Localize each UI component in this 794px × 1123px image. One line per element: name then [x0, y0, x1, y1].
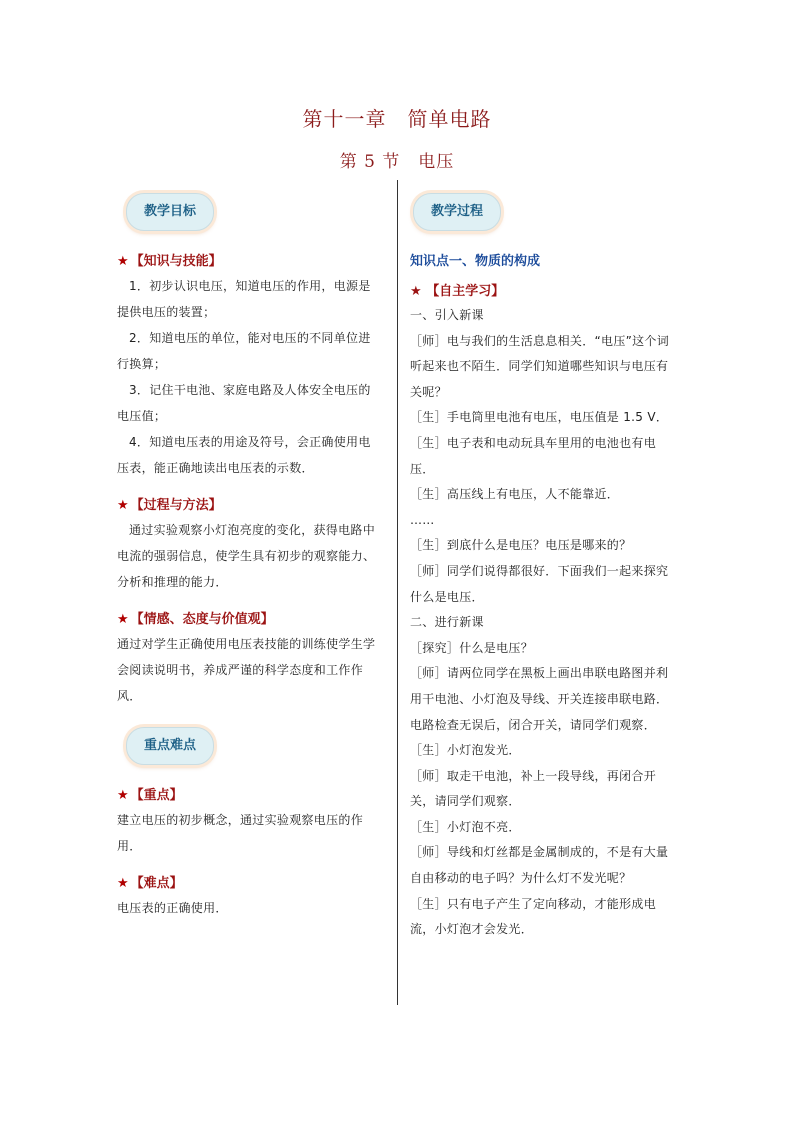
process-line: ［师］电与我们的生活息息相关．“电压”这个词听起来也不陌生．同学们知道哪些知识与电压有关呢？: [410, 333, 670, 399]
process-line: ……: [410, 512, 435, 527]
goal-item-2: 2．知道电压的单位，能对电压的不同单位进行换算；: [117, 331, 371, 371]
process-line: ［生］手电筒里电池有电压，电压值是 1.5 V．: [410, 410, 669, 425]
process-line: 一、引入新课: [410, 308, 484, 322]
star-icon: ★: [410, 284, 427, 299]
process-line: ［师］同学们说得都很好．下面我们一起来探究什么是电压．: [410, 563, 669, 604]
heading-attitude-values: ★ 【情感、态度与价值观】: [117, 612, 274, 627]
process-line: ［生］只有电子产生了定向移动，才能形成电流，小灯泡才会发光．: [410, 896, 657, 937]
star-icon: ★: [117, 254, 129, 269]
left-column: [117, 190, 379, 921]
process-line: ［生］高压线上有电压，人不能靠近．: [410, 487, 620, 502]
teaching-goals-badge: 教学目标: [126, 193, 214, 231]
teaching-process-badge: 教学过程: [413, 193, 501, 231]
section-title: 第 5 节 电压: [339, 152, 455, 172]
process-line: ［生］小灯泡发光．: [410, 743, 521, 758]
heading-difficult-point: ★ 【难点】: [117, 876, 183, 891]
process-line: ［生］小灯泡不亮．: [410, 819, 521, 834]
star-icon: ★: [117, 498, 129, 513]
self-study-heading: ★ 【自主学习】: [410, 284, 505, 299]
column-divider: [397, 180, 398, 1005]
attitude-values-text: 通过对学生正确使用电压表技能的训练使学生学会阅读说明书，养成严谨的科学态度和工作作风．: [117, 637, 376, 703]
difficult-point-text: 电压表的正确使用．: [117, 901, 228, 915]
process-line: ［生］到底什么是电压？电压是哪来的？: [410, 538, 632, 553]
process-line: ［探究］什么是电压？: [410, 640, 534, 655]
right-column: [410, 190, 680, 943]
process-line: ［师］请两位同学在黑板上画出串联电路图并利用干电池、小灯泡及导线、开关连接串联电路．电路检查无误后，闭合开关，请同学们观察．: [410, 666, 669, 732]
star-icon: ★: [117, 612, 129, 627]
key-point-text: 建立电压的初步概念，通过实验观察电压的作用．: [117, 813, 364, 853]
goal-item-4: 4．知道电压表的用途及符号，会正确使用电压表，能正确地读出电压表的示数．: [117, 435, 371, 475]
process-line: 二、进行新课: [410, 615, 484, 630]
star-icon: ★: [117, 788, 129, 803]
process-line: ［师］取走干电池，补上一段导线，再闭合开关，请同学们观察．: [410, 768, 657, 809]
heading-knowledge-skills: ★ 【知识与技能】: [117, 254, 222, 269]
goal-item-3: 3．记住干电池、家庭电路及人体安全电压的电压值；: [117, 383, 371, 423]
knowledge-point-heading: 知识点一、物质的构成: [410, 254, 541, 269]
heading-process-methods: ★ 【过程与方法】: [117, 498, 222, 513]
key-difficult-badge: 重点难点: [126, 727, 214, 765]
process-line: ［师］导线和灯丝都是金属制成的，不是有大量自由移动的电子吗？为什么灯不发光呢？: [410, 845, 669, 886]
heading-key-point: ★ 【重点】: [117, 788, 183, 803]
process-methods-text: 通过实验观察小灯泡亮度的变化，获得电路中电流的强弱信息，使学生具有初步的观察能力、分析和推理的能力．: [117, 523, 376, 589]
process-line: ［生］电子表和电动玩具车里用的电池也有电压．: [410, 435, 657, 476]
chapter-title: 第十一章 简单电路: [302, 107, 492, 131]
star-icon: ★: [117, 876, 129, 891]
goal-item-1: 1．初步认识电压，知道电压的作用，电源是提供电压的装置；: [117, 279, 371, 319]
